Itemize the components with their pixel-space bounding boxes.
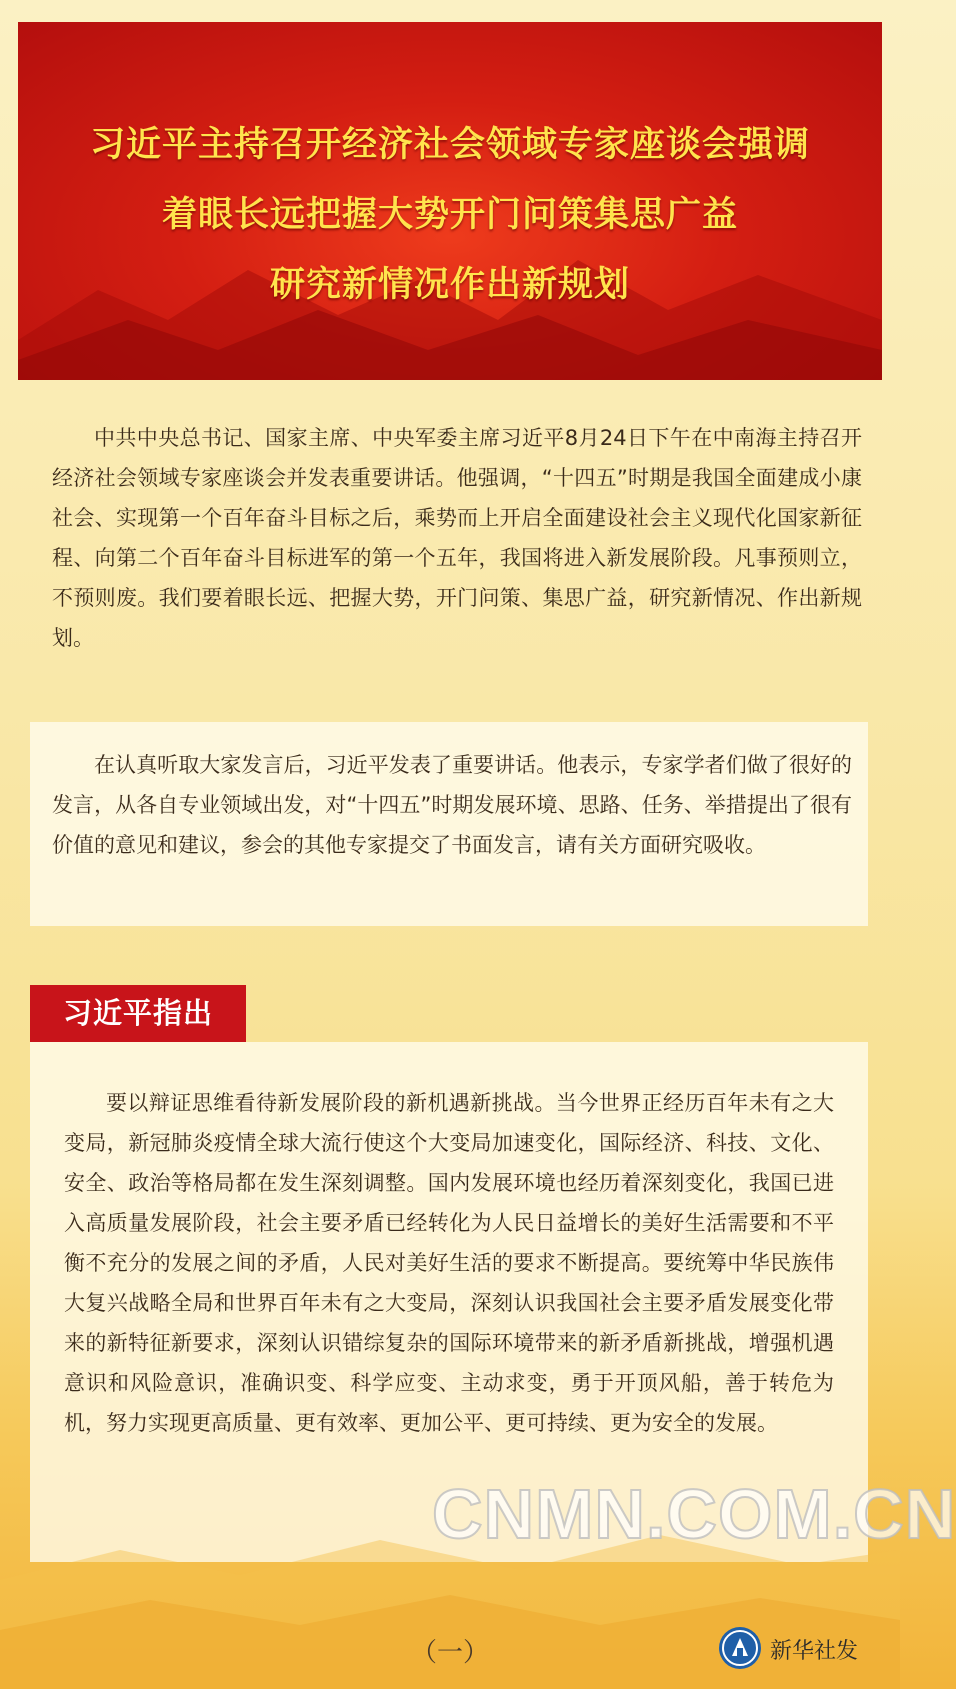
speech-summary-paragraph: 在认真听取大家发言后，习近平发表了重要讲话。他表示，专家学者们做了很好的发言，从各自专业领域出发，对“十四五”时期发展环境、思路、任务、举措提出了很有价值的意见和建议，参会的其他专家提交了书面发言，请有关方面研究吸收。	[52, 753, 852, 857]
key-point-paragraph: 要以辩证思维看待新发展阶段的新机遇新挑战。当今世界正经历百年未有之大变局，新冠肺炎疫情全球大流行使这个大变局加速变化，国际经济、科技、文化、安全、政治等格局都在发生深刻调整。国内发展环境也经历着深刻变化，我国已进入高质量发展阶段，社会主要矛盾已经转化为人民日益增长的美好生活需要和不平衡不充分的发展之间的矛盾，人民对美好生活的要求不断提高。要统筹中华民族伟大复兴战略全局和世界百年未有之大变局，深刻认识我国社会主要矛盾发展变化带来的新特征新要求，深刻认识错综复杂的国际环境带来的新矛盾新挑战，增强机遇意识和风险意识，准确识变、科学应变、主动求变，勇于开顶风船，善于转危为机，努力实现更高质量、更有效率、更加公平、更可持续、更为安全的发展。	[64, 1091, 834, 1435]
watermark: CNMN.COM.CN	[432, 1475, 956, 1553]
headline	[18, 110, 882, 320]
headline-line-2: 着眼长远把握大势开门问策集思广益	[161, 195, 738, 235]
title-banner	[18, 22, 882, 380]
intro-paragraph: 中共中央总书记、国家主席、中央军委主席习近平8月24日下午在中南海主持召开经济社会领域专家座谈会并发表重要讲话。他强调，“十四五”时期是我国全面建成小康社会、实现第一个百年奋斗目标之后，乘势而上开启全面建设社会主义现代化国家新征程、向第二个百年奋斗目标进军的第一个五年，我国将进入新发展阶段。凡事预则立，不预则废。我们要着眼长远、把握大势，开门问策、集思广益，研究新情况、作出新规划。	[52, 426, 862, 650]
agency-credit: 新华社发	[770, 1639, 859, 1664]
xinhua-logo-icon	[718, 1626, 762, 1670]
section-tag: 习近平指出	[30, 985, 246, 1042]
headline-line-1: 习近平主持召开经济社会领域专家座谈会强调	[89, 125, 810, 165]
headline-line-3: 研究新情况作出新规划	[269, 265, 630, 305]
page-number: （一）	[410, 1638, 489, 1668]
